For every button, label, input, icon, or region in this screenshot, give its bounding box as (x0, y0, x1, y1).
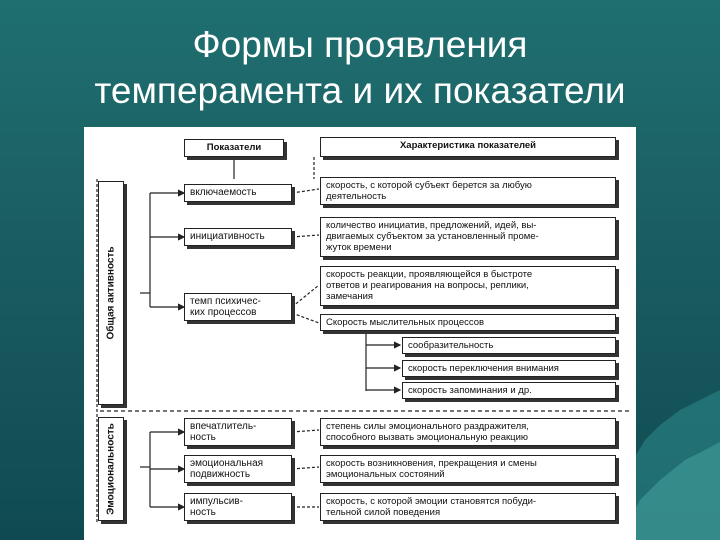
indicator-box: включаемость (184, 184, 292, 202)
sub-characteristic-box: сообразительность (402, 337, 616, 354)
slide-title-line1: Формы проявления (192, 24, 528, 65)
characteristic-box: скорость реакции, проявляющейся в быстроте ответов и реагирования на вопросы, реплики, замечания (320, 266, 616, 306)
group-label-general-activity-text: Общая активность (105, 246, 117, 340)
indicator-box: импульсив- ность (184, 493, 292, 521)
slide-title-line2: темперамента и их показатели (94, 70, 626, 111)
sub-characteristic-box: скорость переключения внимания (402, 360, 616, 377)
header-characteristics: Характеристика показателей (320, 137, 616, 157)
slide-title (0, 22, 720, 114)
characteristic-box: скорость, с которой эмоции становятся побуди- тельной силой поведения (320, 493, 616, 521)
sub-characteristic-box: скорость запоминания и др. (402, 382, 616, 399)
group-label-general-activity (98, 181, 124, 405)
indicator-box: эмоциональная подвижность (184, 455, 292, 483)
header-indicators: Показатели (184, 139, 284, 157)
indicator-box: инициативность (184, 228, 292, 246)
group-label-emotionality (98, 417, 124, 521)
characteristic-box: скорость, с которой субъект берется за любую деятельность (320, 177, 616, 205)
indicator-box: впечатлитель- ность (184, 418, 292, 446)
characteristic-box: Скорость мыслительных процессов (320, 314, 616, 331)
diagram-panel (84, 127, 636, 540)
characteristic-box: количество инициатив, предложений, идей, вы- двигаемых субъектом за установленный проме- жуток времени (320, 217, 616, 257)
characteristic-box: степень силы эмоционального раздражителя, способного вызвать эмоциональную реакцию (320, 418, 616, 446)
indicator-box: темп психичес- ких процессов (184, 293, 292, 321)
group-label-emotionality-text: Эмоциональность (105, 423, 117, 515)
characteristic-box: скорость возникновения, прекращения и смены эмоциональных состояний (320, 455, 616, 483)
